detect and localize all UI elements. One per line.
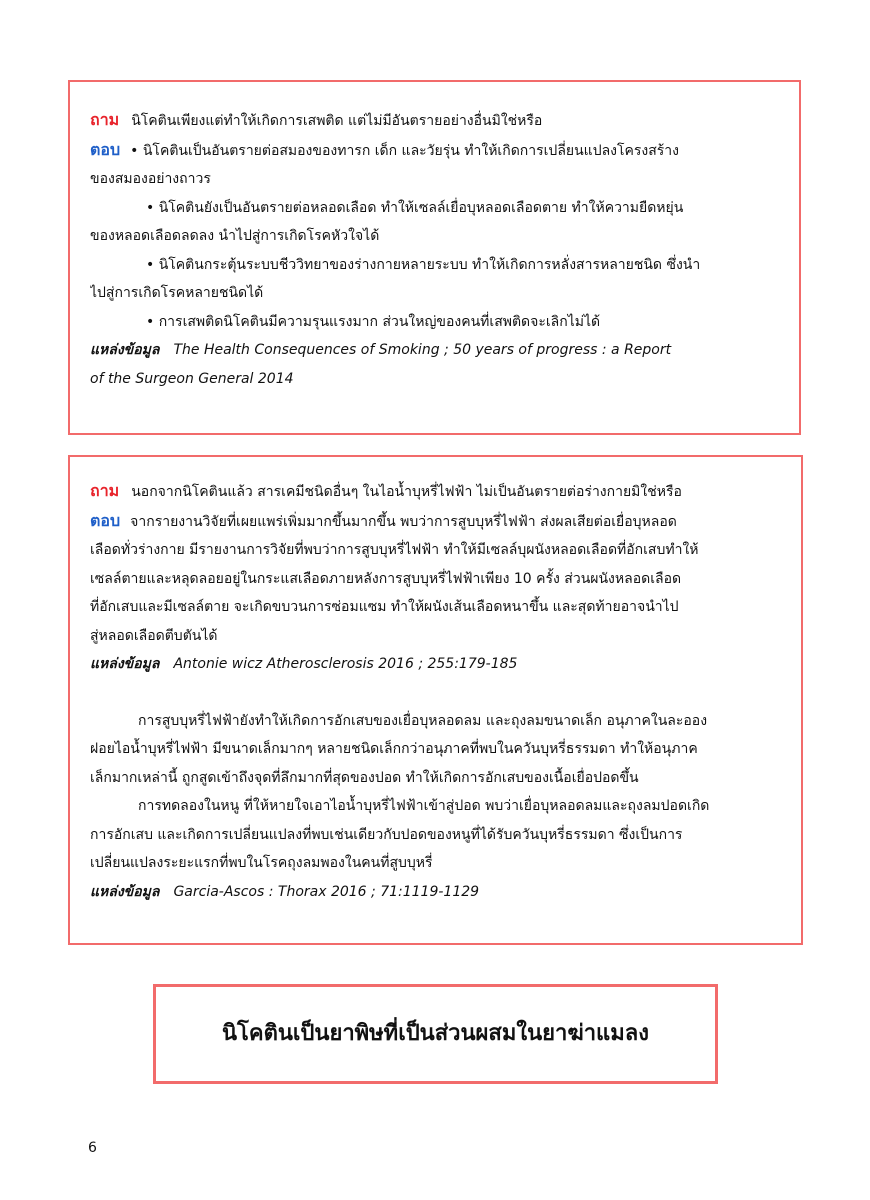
question-label: ถาม: [90, 110, 120, 129]
highlight-text: นิโคตินเป็นยาพิษที่เป็นส่วนผสมในยาฆ่าแมลง: [222, 1021, 649, 1046]
qa-box-nicotine-content: [90, 106, 781, 393]
source-label: แหล่งข้อมูล: [90, 342, 160, 358]
answer-line: [90, 507, 783, 537]
para1-line-1: การสูบบุหรี่ไฟฟ้ายังทำให้เกิดการอักเสบของเยื่อบุหลอดลม และถุงลมขนาดเล็ก อนุภาคในละออง: [138, 712, 708, 729]
highlight-box: [153, 984, 718, 1084]
answer-text-line-3: เซลล์ตายและหลุดลอยอยู่ในกระแสเลือดภายหลังการสูบบุหรี่ไฟฟ้าเพียง 10 ครั้ง ส่วนผนังหลอดเลือด: [90, 570, 682, 587]
source-text-line-2: of the Surgeon General 2014: [90, 370, 294, 387]
source-label-2: แหล่งข้อมูล: [90, 883, 160, 900]
para1-line-2: ฝอยไอน้ำบุหรี่ไฟฟ้า มีขนาดเล็กมากๆ หลายชนิดเล็กกว่าอนุภาคที่พบในควันบุหรี่ธรรมดา ทำให้อนุภาค: [90, 741, 698, 757]
answer-label: ตอบ: [90, 139, 121, 159]
para2-line-3: เปลี่ยนแปลงระยะแรกที่พบในโรคถุงลมพองในคนที่สูบบุหรี่: [90, 855, 433, 871]
source-line-1: [90, 650, 783, 679]
para2-line-1: การทดลองในหนู ที่ให้หายใจเอาไอน้ำบุหรี่ไฟฟ้าเข้าสู่ปอด พบว่าเยื่อบุหลอดลมและถุงลมปอดเกิด: [138, 798, 710, 814]
bullet-3-line-2: ไปสู่การเกิดโรคหลายชนิดได้: [90, 285, 264, 301]
para2-line-2: การอักเสบ และเกิดการเปลี่ยนแปลงที่พบเช่นเดียวกับปอดของหนูที่ได้รับควันบุหรี่ธรรมดา ซึ่งเป็นการ: [90, 826, 683, 843]
question-text: นอกจากนิโคตินแล้ว สารเคมีชนิดอื่นๆ ในไอน้ำบุหรี่ไฟฟ้า ไม่เป็นอันตรายต่อร่างกายมิใช่หรือ: [131, 484, 682, 500]
question-label: ถาม: [90, 481, 120, 500]
source-label-1: แหล่งข้อมูล: [90, 656, 160, 672]
answer-label: ตอบ: [90, 510, 121, 530]
bullet-4-line-1: • การเสพติดนิโคตินมีความรุนแรงมาก ส่วนใหญ่ของคนที่เสพติดจะเลิกไม่ได้: [146, 313, 601, 330]
question-text: นิโคตินเพียงแต่ทำให้เกิดการเสพติด แต่ไม่มีอันตรายอย่างอื่นมิใช่หรือ: [131, 113, 543, 129]
qa-box-chemicals: [68, 455, 803, 945]
question-line: [90, 106, 781, 136]
question-line: [90, 477, 783, 507]
answer-text-line-4: ที่อักเสบและมีเซลล์ตาย จะเกิดขบวนการซ่อมแซม ทำให้ผนังเส้นเลือดหนาขึ้น และสุดท้ายอาจนำไป: [90, 599, 679, 615]
qa-box-nicotine: [68, 80, 801, 435]
source-line: [90, 336, 781, 365]
source-text-line-1: The Health Consequences of Smoking ; 50 years of progress : a Report: [173, 342, 672, 358]
qa-box-chemicals-content: [90, 477, 783, 906]
bullet-2-line-1: • นิโคตินยังเป็นอันตรายต่อหลอดเลือด ทำให้เซลล์เยื่อบุหลอดเลือดตาย ทำให้ความยืดหยุ่น: [146, 199, 684, 216]
para1-line-3: เล็กมากเหล่านี้ ถูกสูดเข้าถึงจุดที่ลึกมากที่สุดของปอด ทำให้เกิดการอักเสบของเนื้อเยื่อปอดขึ้น: [90, 769, 639, 786]
bullet-2-line-2: ของหลอดเลือดลดลง นำไปสู่การเกิดโรคหัวใจได้: [90, 228, 380, 244]
answer-text-line-2: เลือดทั่วร่างกาย มีรายงานการวิจัยที่พบว่าการสูบบุหรี่ไฟฟ้า ทำให้มีเซลล์บุผนังหลอดเลือดที่อักเสบทำให้: [90, 542, 699, 558]
source-text-2: Garcia-Ascos : Thorax 2016 ; 71:1119-1129: [173, 883, 480, 900]
source-line-2: [90, 878, 783, 907]
bullet-1-line-1: • นิโคตินเป็นอันตรายต่อสมองของทารก เด็ก และวัยรุ่น ทำให้เกิดการเปลี่ยนแปลงโครงสร้าง: [130, 142, 679, 159]
answer-text-line-5: สู่หลอดเลือดตีบตันได้: [90, 627, 218, 644]
page-number: 6: [88, 1140, 97, 1156]
answer-line: [90, 136, 781, 166]
bullet-1-line-2: ของสมองอย่างถาวร: [90, 171, 211, 187]
paragraph-gap: [90, 679, 783, 707]
answer-text-line-1: จากรายงานวิจัยที่เผยแพร่เพิ่มมากขึ้นมากขึ้น พบว่าการสูบบุหรี่ไฟฟ้า ส่งผลเสียต่อเยื่อบุหลอด: [130, 513, 677, 530]
bullet-3-line-1: • นิโคตินกระตุ้นระบบชีววิทยาของร่างกายหลายระบบ ทำให้เกิดการหลั่งสารหลายชนิด ซึ่งนำ: [146, 256, 701, 273]
source-text-1: Antonie wicz Atherosclerosis 2016 ; 255:179-185: [173, 656, 518, 672]
